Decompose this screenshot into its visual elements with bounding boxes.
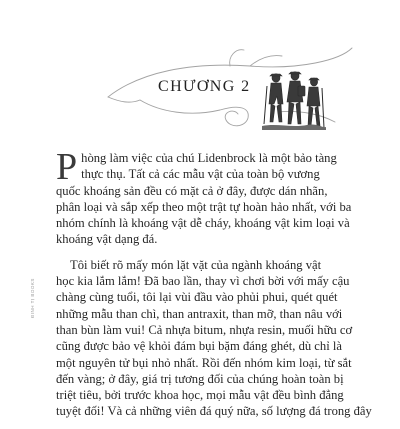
drop-cap: P	[56, 146, 78, 188]
chapter-title: CHƯƠNG 2	[158, 78, 251, 95]
paragraph-2	[56, 257, 372, 420]
explorers-illustration-icon	[262, 66, 326, 136]
text-line: hòng làm việc của chú Lidenbrock là một bảo tàng	[81, 151, 337, 165]
text-line: quốc khoáng sản đều có mặt cả ở đây, được dán nhãn,	[56, 183, 328, 198]
text-line: đến vàng; ở đây, giá trị tương đối của chúng hoàn toàn bị	[56, 371, 344, 386]
text-line: triệt tiêu, bởi trước khoa học, mọi mẫu vật đều bình đẳng	[56, 388, 344, 403]
body-text	[56, 146, 372, 429]
text-line: học kia lắm lắm! Đã bao lần, thay vì chơi bời với mấy cậu	[56, 274, 350, 289]
text-line: thực thụ. Tất cả các mẫu vật của toàn bộ vương	[81, 167, 320, 182]
paragraph-1	[56, 146, 360, 248]
text-line: tuyệt đối! Và cả những viên đá quý nữa, số lượng đá trong đây	[56, 404, 372, 419]
text-line: nhóm chính là khoáng vật dễ cháy, khoáng vật kim loại và	[56, 216, 350, 231]
text-line: chàng cùng tuổi, tôi lại vùi đầu vào phủi phui, quét quét	[56, 290, 338, 305]
text-line: những mẫu than chì, than antraxit, than mỡ, than nâu với	[56, 306, 343, 321]
text-line: Tôi biết rõ mấy món lặt vặt của ngành khoáng vật	[70, 257, 322, 272]
text-line: phân loại và sắp xếp theo một trật tự hoàn hảo nhất, với ba	[56, 199, 352, 214]
text-line: cũng được bảo vệ khỏi đám bụi bặm đáng ghét, dù chỉ là	[56, 339, 342, 354]
text-line: một nguyên tử bụi nhỏ nhất. Rồi đến nhóm kim loại, từ sắt	[56, 355, 352, 370]
text-line: than bùn làm vui! Cả nhựa bitum, nhựa resin, muối hữu cơ	[56, 322, 353, 337]
publisher-credit: ĐINH TỊ BOOKS	[30, 278, 35, 318]
text-line: khoáng vật dạng đá.	[56, 232, 158, 247]
